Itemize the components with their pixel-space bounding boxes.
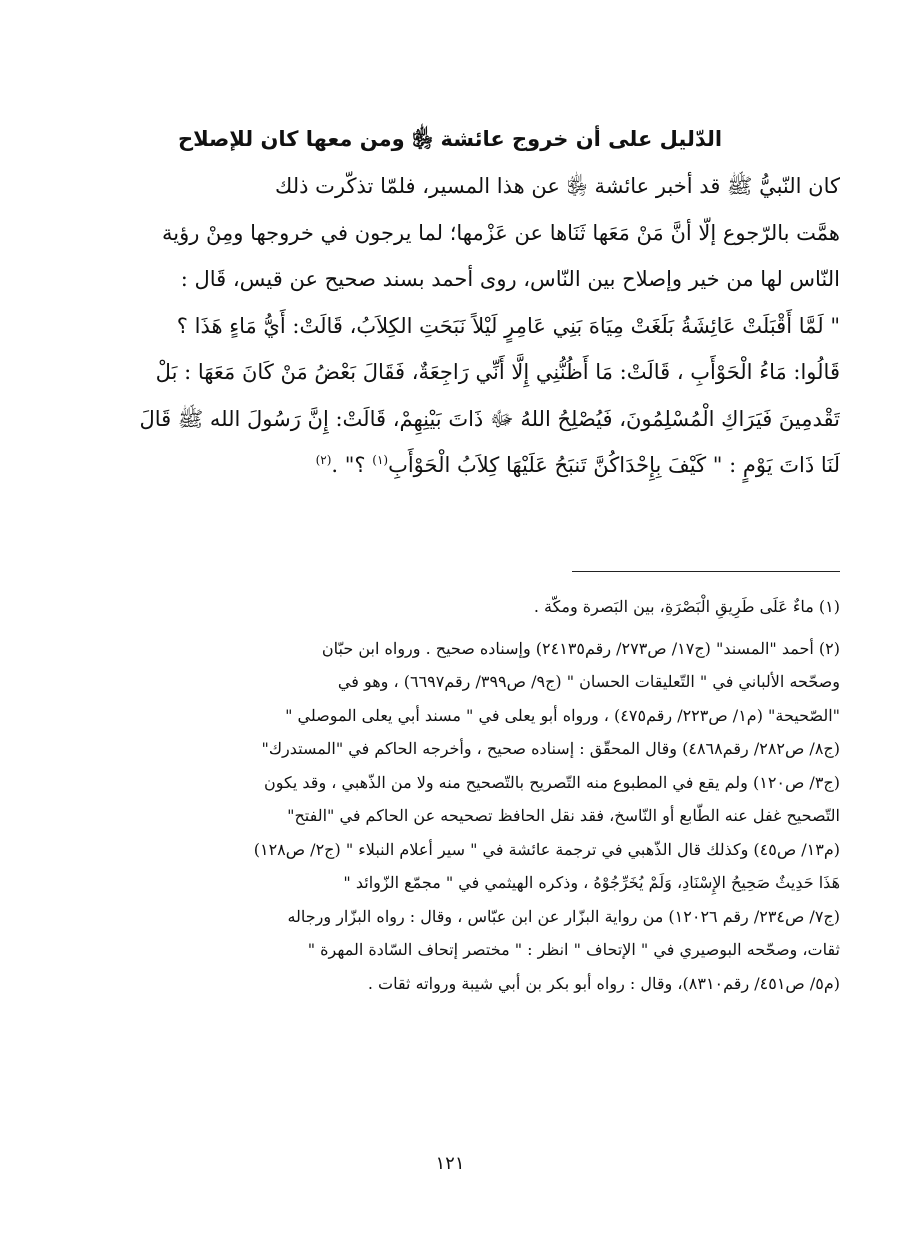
footnote-2-line: (ج٧/ ص٢٣٤/ رقم ١٢٠٢٦) من رواية البزّار عن ابن عبّاس ، وقال : رواه البزّار ورجاله <box>287 906 840 926</box>
footnote-ref-1[interactable]: (١) <box>372 453 389 467</box>
footnote-2-line: (م٥/ ص٤٥١/ رقم٨٣١٠)، وقال : رواه أبو بكر بن أبي شيبة ورواته ثقات . <box>367 973 840 993</box>
body-line: همَّت بالرّجوع إلّا أنَّ مَنْ مَعَها ثَنَاها عن عَزْمها؛ لما يرجون في خروجها ومِنْ رؤية <box>161 220 840 245</box>
main-text <box>122 163 840 489</box>
footnote-2-line: هَذَا حَدِيثٌ صَحِيحُ الإِسْنَادِ، وَلَمْ يُخَرِّجُوْهُ ، وذكره الهيثمي في " مجمّع الزّوائد " <box>343 873 840 892</box>
body-line-last-tail: ؟" . <box>331 453 373 477</box>
footnote-2-line: (ج٨/ ص٢٨٢/ رقم٤٨٦٨) وقال المحقّق : إسناده صحيح ، وأخرجه الحاكم في "المستدرك" <box>261 739 840 758</box>
footnote-2-line: وصحّحه الألباني في " التّعليقات الحسان " (ج٩/ ص٣٩٩/ رقم٦٦٩٧) ، وهو في <box>337 672 840 691</box>
body-line: قَالُوا: مَاءُ الْحَوْأَبِ ، قَالَتْ: مَا أَظُنُّنِي إِلَّا أَنِّي رَاجِعَةٌ، فَقَالَ بَعْضُ مَنْ كَانَ مَعَهَا : بَلْ <box>155 360 840 384</box>
footnotes <box>86 590 840 1000</box>
footnote-separator <box>572 571 840 572</box>
footnote-2-line: "الصّحيحة" (م١/ ص٢٢٣/ رقم٤٧٥) ، ورواه أبو يعلى في " مسند أبي يعلى الموصلي " <box>285 705 840 725</box>
section-heading: الدّليل على أن خروج عائشة ﵂ ومن معها كان للإصلاح <box>177 127 723 151</box>
body-line: " لَمَّا أَقْبَلَتْ عَائِشَةُ بَلَغَتْ مِيَاهَ بَنِي عَامِرٍ لَيْلاً نَبَحَتِ الكِلاَبُ، قَالَتْ: أَيُّ مَاءٍ هَذَا ؟ <box>176 313 840 338</box>
footnote-2-line: التّصحيح غفل عنه الطّابع أو النّاسخ، فقد نقل الحافظ تصحيحه عن الحاكم في "الفتح" <box>287 806 840 825</box>
footnote-gap <box>86 624 840 632</box>
footnote-ref-2[interactable]: (٢) <box>315 453 332 467</box>
body-line-last-text: لَنَا ذَاتَ يَوْمٍ : " كَيْفَ بِإِحْدَاكُنَّ تَنبَحُ عَلَيْهَا كِلاَبُ الْحَوْأَبِ <box>388 453 840 477</box>
footnote-2-line: (م١٣/ ص٤٥) وكذلك قال الذّهبي في ترجمة عائشة في " سير أعلام النبلاء " (ج٢/ ص١٢٨) <box>253 839 840 859</box>
body-line: كان النّبيُّ ﷺ قد أخبر عائشة ﵂ عن هذا المسير، فلمّا تذكّرت ذلك <box>275 174 840 198</box>
body-line-last <box>122 442 840 489</box>
page-number: ١٢١ <box>435 1153 465 1174</box>
body-line: النّاس لها من خير وإصلاح بين النّاس، روى أحمد بسند صحيح عن قيس، قَال : <box>180 267 840 291</box>
footnote-2-line: (٢) أحمد "المسند" (ج١٧/ ص٢٧٣/ رقم٢٤١٣٥) وإسناده صحيح . ورواه ابن حبّان <box>321 638 840 658</box>
footnote-1: (١) ماءٌ عَلَى طَرِيقِ الْبَصْرَةِ، بين البَصرة ومكّة . <box>533 597 840 616</box>
footnote-2-line: ثقات، وصحّحه البوصيري في " الإتحاف " انظر : " مختصر إتحاف السّادة المهرة " <box>307 940 840 959</box>
body-line: تَقْدمِينَ فَيَرَاكِ الْمُسْلِمُونَ، فَيُصْلِحُ اللهُ ﷻ ذَاتَ بَيْنِهِمْ، قَالَتْ: إِنَّ رَسُولَ الله ﷺ قَالَ <box>139 406 840 431</box>
footnote-2-line: (ج٣/ ص١٢٠) ولم يقع في المطبوع منه التّصريح بالتّصحيح منه ولا من الذّهبي ، وقد يكون <box>264 772 840 792</box>
